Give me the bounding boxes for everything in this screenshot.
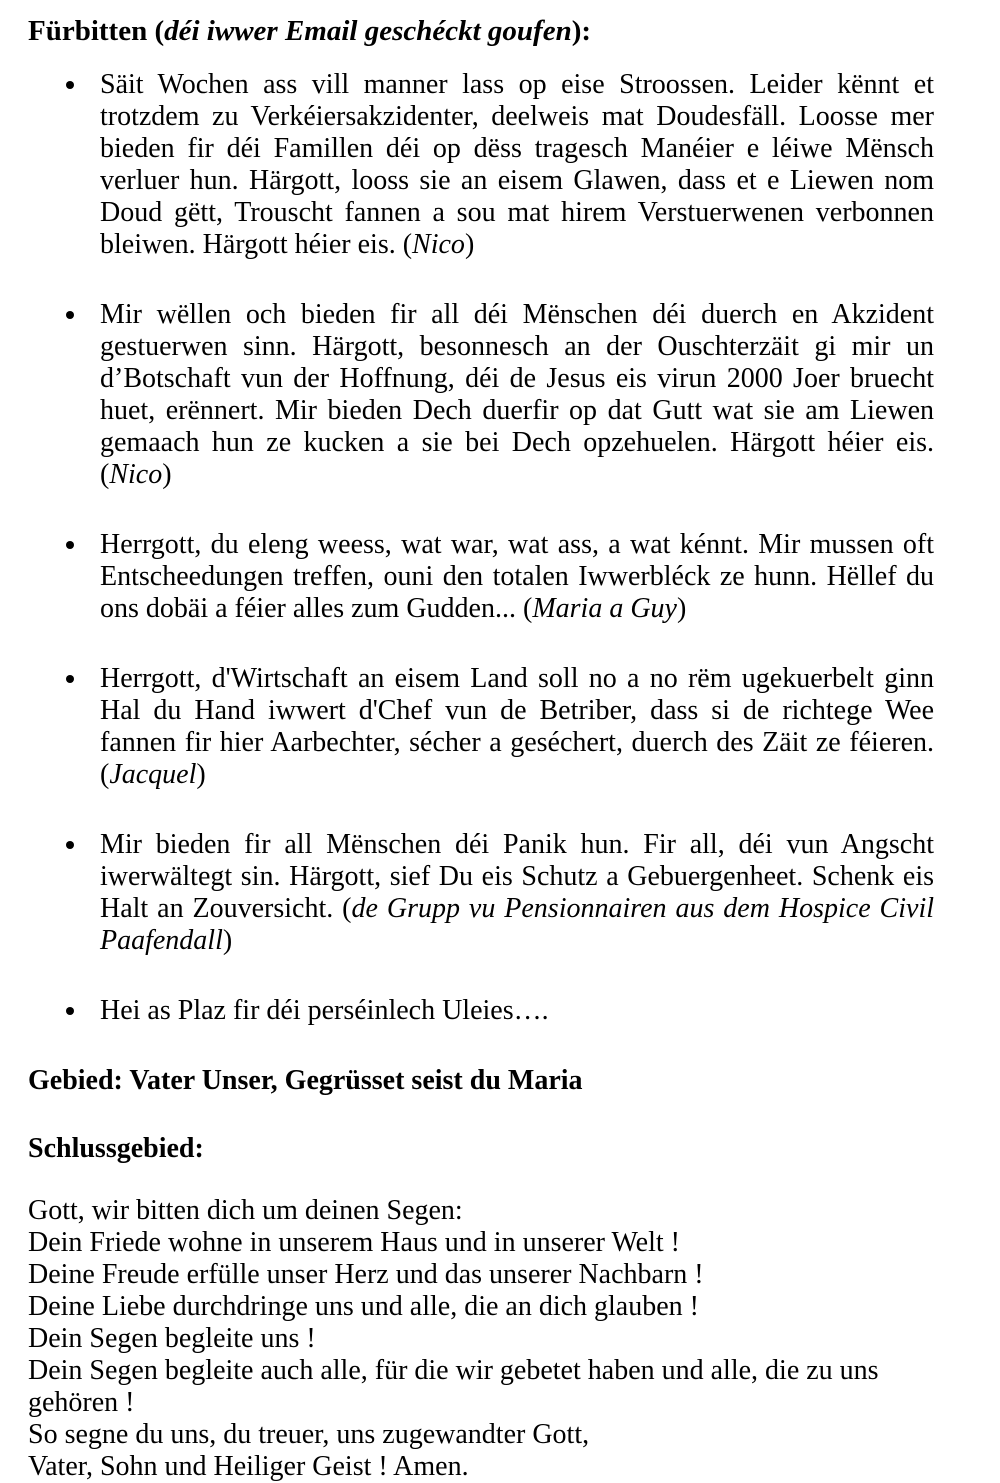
intention-source: de Grupp vu Pensionnairen aus dem Hospice Civil Paafendall [100, 893, 935, 956]
closing-line: Dein Segen begleite auch alle, für die wir gebetet haben und alle, die zu uns gehören ! [28, 1355, 879, 1418]
closing-line: Deine Liebe durchdringe uns und alle, die an dich glauben ! [28, 1291, 699, 1322]
bullet-icon [66, 81, 74, 89]
intention-text: Säit Wochen ass vill manner lass op eise Stroossen. Leider kënnt et trotzdem zu Verkéiersakzidenter, deelweis mat Doudesfäll. Loosse mer bieden fir déi Famillen déi op dëss tragesch Manéier e léiwe Mënsch verluer hun. Härgott, looss sie an eisem Glawen, dass et e Liewen nom Doud gëtt, Trouscht fannen a sou mat hirem Verstuerwenen verbonnen bleiwen. Härgott héier eis. ( [100, 69, 934, 260]
title-italic-note: déi iwwer Email geschéckt goufen [164, 15, 572, 47]
intention-close: ) [676, 593, 687, 624]
intention-text: Herrgott, du eleng weess, wat war, wat ass, a wat kénnt. Mir mussen oft Entscheedungen treffen, ouni den totalen Iwwerbléck ze hunn. Hëllef du ons dobäi a féier alles zum Gudden... ( [100, 529, 934, 624]
intention-text: Hei as Plaz fir déi perséinlech Uleies…. [100, 995, 549, 1026]
list-item [28, 829, 934, 957]
intention-text: Mir wëllen och bieden fir all déi Mënschen déi duerch en Akzident gestuerwen sinn. Härgott, besonnesch an der Ouschterzäit gi mir un d’Botschaft vun der Hoffnung, déi de Jesus eis virun 2000 Joer bruecht huet, erënnert. Mir bieden Dech duerfir op dat Gutt wat sie am Liewen gemaach hun ze kucken a sie bei Dech opzehuelen. Härgott héier eis. ( [100, 299, 934, 490]
intention-source: Maria a Guy [532, 593, 677, 624]
bullet-icon [66, 841, 74, 849]
intention-source: Nico [412, 229, 465, 260]
document-title [28, 15, 934, 47]
title-prefix: Fürbitten ( [28, 15, 165, 47]
closing-prayer [28, 1195, 934, 1483]
intention-text: Mir bieden fir all Mënschen déi Panik hun. Fir all, déi vun Angscht iwerwältegt sin. Härgott, sief Du eis Schutz a Gebuergenheet. Schenk eis Halt an Zouversicht. ( [100, 829, 934, 924]
list-item [28, 663, 934, 791]
intention-source: Jacquel [109, 759, 197, 790]
list-item [28, 69, 934, 261]
intentions-list [28, 69, 934, 1027]
intention-source: Nico [109, 459, 163, 490]
intention-text: Herrgott, d'Wirtschaft an eisem Land soll no a no rëm ugekuerbelt ginn Hal du Hand iwwert d'Chef vun de Betriber, dass si de richtege Wee fannen fir hier Aarbechter, sécher a geséchert, duerch des Zäit ze féieren. ( [100, 663, 934, 790]
intention-close: ) [222, 925, 233, 956]
closing-line: Vater, Sohn und Heiliger Geist ! Amen. [28, 1451, 469, 1482]
schlussgebied-heading: Schlussgebied: [28, 1133, 204, 1164]
closing-line: Dein Segen begleite uns ! [28, 1323, 316, 1354]
closing-line: Gott, wir bitten dich um deinen Segen: [28, 1195, 463, 1226]
list-item [28, 299, 934, 491]
bullet-icon [66, 675, 74, 683]
bullet-icon [66, 1007, 74, 1015]
gebied-heading: Gebied: Vater Unser, Gegrüsset seist du Maria [28, 1065, 583, 1096]
intention-close: ) [162, 459, 172, 490]
closing-line: Deine Freude erfülle unser Herz und das unserer Nachbarn ! [28, 1259, 704, 1290]
title-suffix: ): [571, 15, 592, 47]
closing-line: Dein Friede wohne in unserem Haus und in unserer Welt ! [28, 1227, 680, 1258]
bullet-icon [66, 541, 74, 549]
list-item [28, 995, 934, 1027]
intention-close: ) [464, 229, 475, 260]
closing-line: So segne du uns, du treuer, uns zugewandter Gott, [28, 1419, 590, 1450]
intention-close: ) [196, 759, 206, 790]
bullet-icon [66, 311, 74, 319]
list-item [28, 529, 934, 625]
